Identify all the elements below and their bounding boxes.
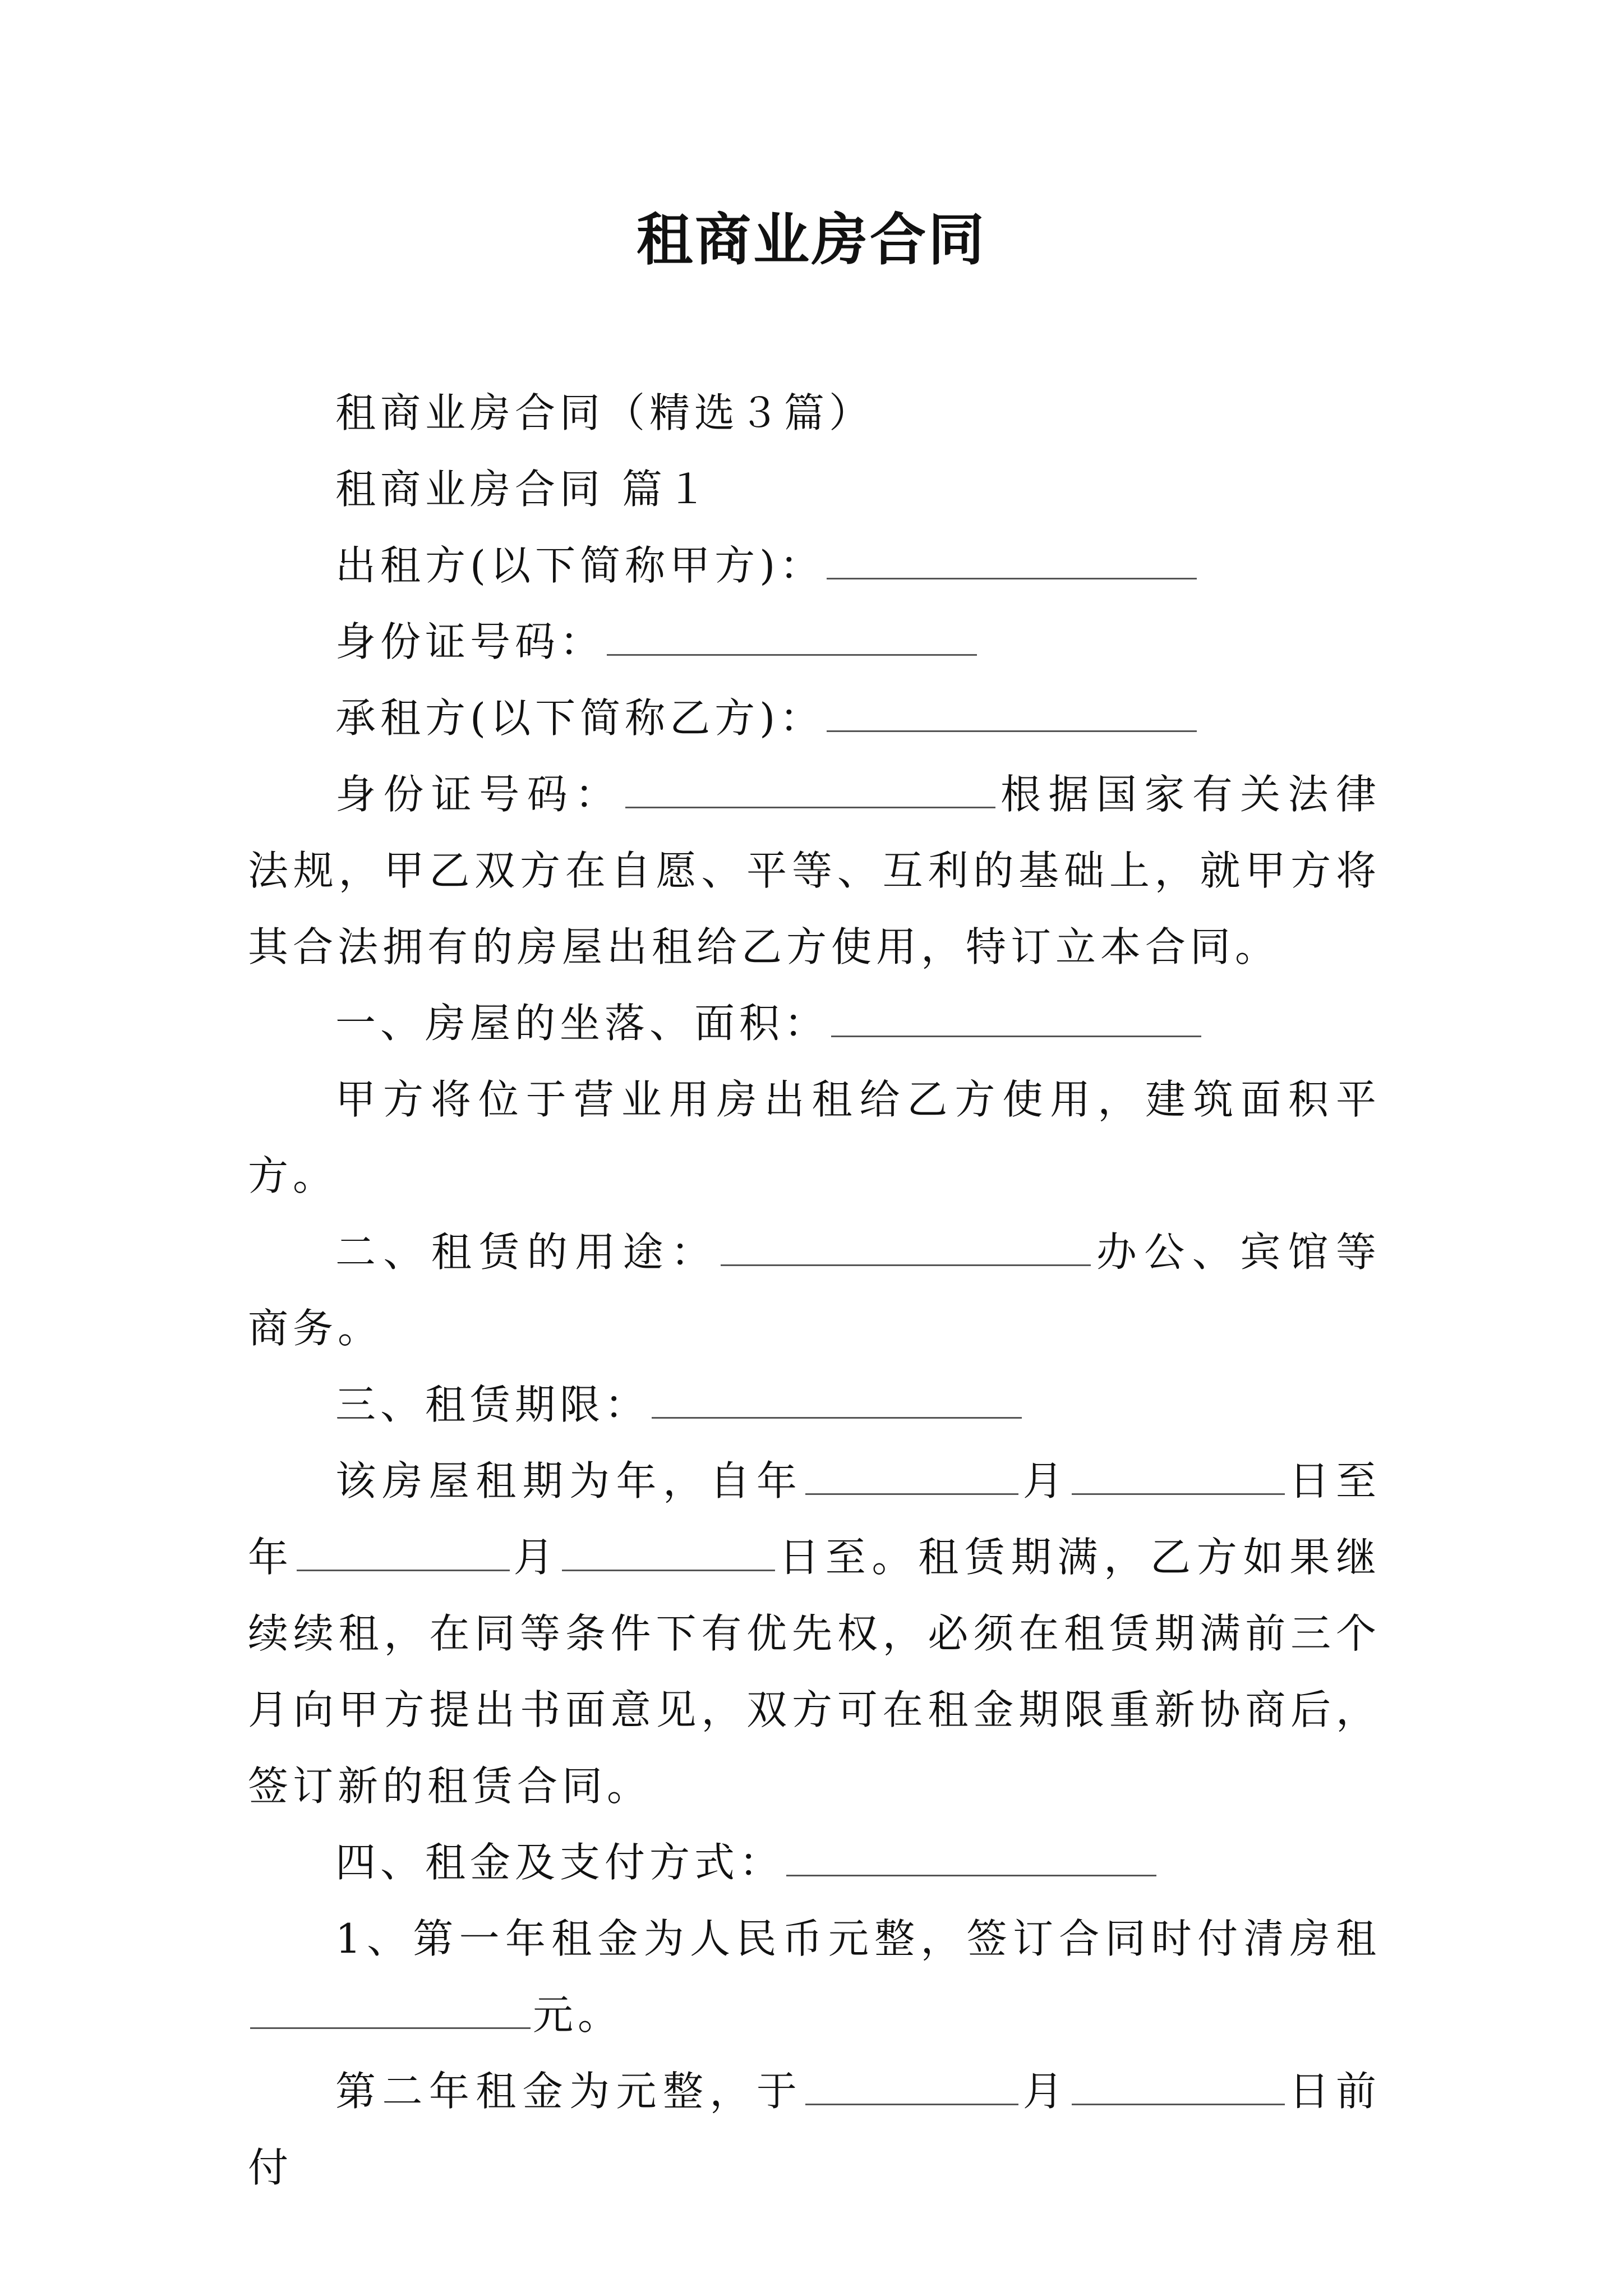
item2-text: 办公、宾馆等商务。 (248, 1228, 1381, 1352)
intro-paragraph (248, 756, 1381, 985)
item2-paragraph (248, 1214, 1381, 1366)
term-a: 该房屋租期为年，自年 (335, 1457, 804, 1504)
document-title: 租商业房合同 (637, 206, 986, 273)
term-blank-3 (297, 1536, 510, 1571)
item4-label: 四、租金及支付方式： (335, 1839, 785, 1886)
item4-line (248, 1824, 1381, 1901)
document-body (248, 375, 1381, 2206)
item3-label: 三、租赁期限： (335, 1381, 650, 1428)
rent2-b: 月 (1021, 2068, 1070, 2115)
item1-line (248, 985, 1381, 1061)
term-b: 月 (1021, 1457, 1070, 1504)
lessee-line (248, 680, 1381, 756)
id-blank-1 (607, 620, 977, 656)
rent2-paragraph (248, 2053, 1381, 2206)
id-blank-2 (625, 773, 995, 808)
lessor-line (248, 527, 1381, 604)
term-e: 日至。租赁期满，乙方如果继续续租，在同等条件下有优先权，必须在租赁期满前三个月向甲方提出书面意见，双方可在租金期限重新协商后，签订新的租赁合同。 (248, 1534, 1381, 1810)
term-paragraph (248, 1443, 1381, 1824)
item1-label: 一、房屋的坐落、面积： (335, 1000, 829, 1047)
intro-text: 根据国家有关法律法规，甲乙双方在自愿、平等、互利的基础上，就甲方将其合法拥有的房屋出租给乙方使用，特订立本合同。 (248, 771, 1381, 970)
id-label-2: 身份证号码： (335, 771, 623, 818)
rent1-paragraph (248, 1901, 1381, 2053)
term-blank-2 (1072, 1460, 1285, 1495)
id-line-1 (248, 604, 1381, 680)
item1-text: 甲方将位于营业用房出租给乙方使用，建筑面积平方。 (248, 1076, 1381, 1199)
lessee-blank (827, 697, 1197, 732)
item1-blank (831, 1002, 1201, 1037)
rent1-end: 元。 (533, 1991, 623, 2039)
term-blank-4 (562, 1536, 775, 1571)
item2-blank (721, 1231, 1091, 1266)
term-c: 日至年 (248, 1457, 1381, 1581)
section-heading: 租商业房合同 篇１ (335, 466, 712, 513)
subtitle: 租商业房合同（精选３篇） (335, 389, 874, 436)
lessor-blank (827, 544, 1197, 579)
rent2-a: 第二年租金为元整，于 (335, 2068, 804, 2115)
item4-blank (786, 1841, 1156, 1876)
item2-label: 二、租赁的用途： (335, 1228, 719, 1276)
rent2-c: 日前付 (248, 2068, 1381, 2191)
rent2-blank-1 (805, 2070, 1018, 2105)
rent2-blank-2 (1072, 2070, 1285, 2105)
item3-line (248, 1366, 1381, 1443)
term-blank-1 (805, 1460, 1018, 1495)
id-label-1: 身份证号码： (335, 618, 605, 665)
rent1-text: 1、第一年租金为人民币元整，签订合同时付清房租 (335, 1915, 1381, 1962)
term-d: 月 (511, 1534, 560, 1581)
item3-blank (652, 1383, 1022, 1419)
lessor-label: 出租方(以下简称甲方)： (335, 542, 825, 589)
lessee-label: 承租方(以下简称乙方)： (335, 694, 825, 742)
rent1-blank (250, 1994, 531, 2029)
